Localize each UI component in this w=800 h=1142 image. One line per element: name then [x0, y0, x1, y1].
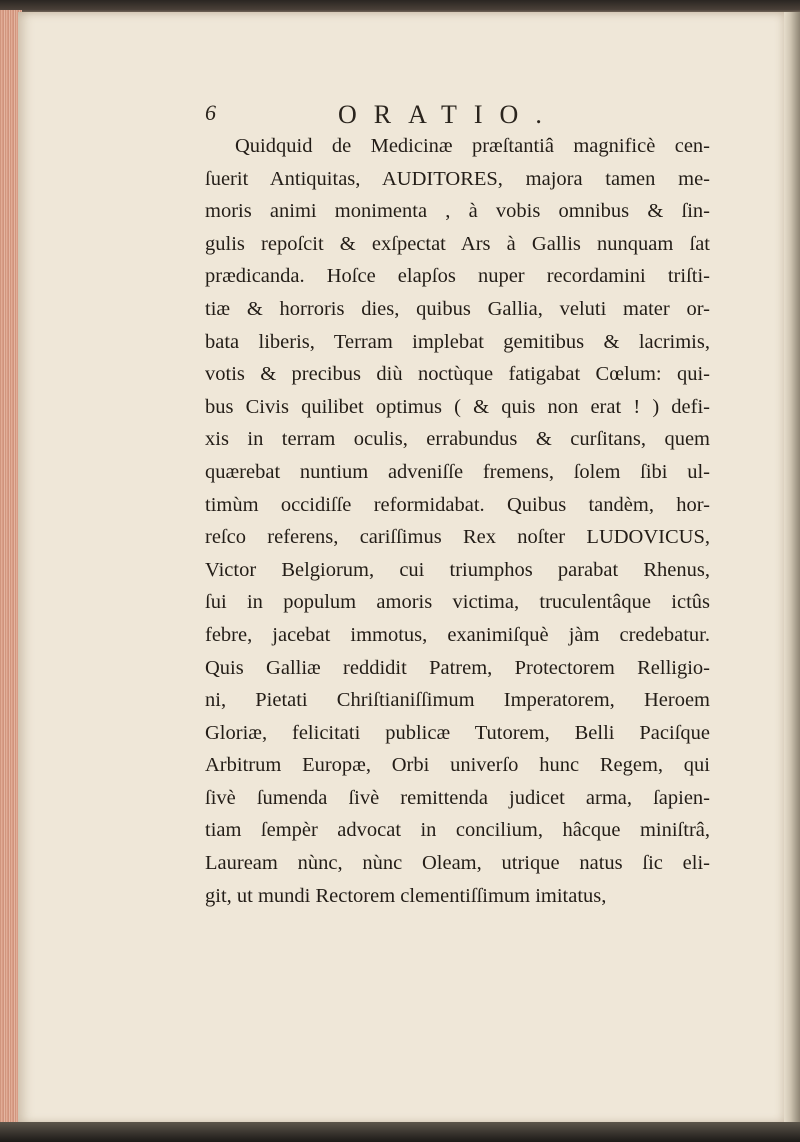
text-line: timùm occidiſſe reformidabat. Quibus tandèm, hor- [205, 493, 710, 516]
text-line: bata liberis, Terram implebat gemitibus & lacrimis, [205, 330, 710, 353]
text-line: ſivè ſumenda ſivè remittenda judicet arma, ſapien- [205, 786, 710, 809]
text-line: votis & precibus diù noctùque fatigabat Cœlum: qui- [205, 363, 710, 386]
running-head: ORATIO. [338, 100, 559, 129]
text-line: Gloriæ, felicitati publicæ Tutorem, Belli Paciſque [205, 721, 710, 744]
book-cover-bottom [0, 1122, 800, 1142]
text-line: gulis repoſcit & exſpectat Ars à Gallis nunquam ſat [205, 232, 710, 255]
text-line: git, ut mundi Rectorem clementiſſimum imitatus, [205, 884, 607, 907]
text-line: xis in terram oculis, errabundus & curſitans, quem [205, 428, 710, 451]
page-edge-right [784, 12, 800, 1122]
text-line: bus Civis quilibet optimus ( & quis non erat ! ) defi- [205, 395, 710, 418]
text-line: prædicanda. Hoſce elapſos nuper recordamini triſti- [205, 265, 710, 288]
text-line: tiam ſempèr advocat in concilium, hâcque miniſtrâ, [205, 819, 710, 842]
text-line: tiæ & horroris dies, quibus Gallia, veluti mater or- [205, 297, 710, 320]
page-header [0, 100, 800, 134]
text-line: Arbitrum Europæ, Orbi univerſo hunc Regem, qui [205, 754, 710, 777]
text-line: ſui in populum amoris victima, truculentâque ictûs [205, 591, 710, 614]
text-line: ſuerit Antiquitas, AUDITORES, majora tamen me- [205, 167, 710, 190]
text-line: reſco referens, cariſſimus Rex noſter LUDOVICUS, [205, 526, 710, 549]
text-line: Victor Belgiorum, cui triumphos parabat Rhenus, [205, 558, 710, 581]
text-line: Lauream nùnc, nùnc Oleam, utrique natus ſic eli- [205, 852, 710, 875]
text-line: moris animi monimenta , à vobis omnibus & ſin- [205, 200, 710, 223]
text-line: quærebat nuntium adveniſſe fremens, ſolem ſibi ul- [205, 460, 710, 483]
text-line: ni, Pietati Chriſtianiſſimum Imperatorem, Heroem [205, 689, 710, 712]
body-text [205, 130, 710, 912]
text-line: febre, jacebat immotus, exanimiſquè jàm credebatur. [205, 623, 710, 646]
text-line: Quidquid de Medicinæ præſtantiâ magnificè cen- [235, 135, 710, 157]
text-line: Quis Galliæ reddidit Patrem, Protectorem Relligio- [205, 656, 710, 679]
page-number: 6 [205, 100, 216, 125]
